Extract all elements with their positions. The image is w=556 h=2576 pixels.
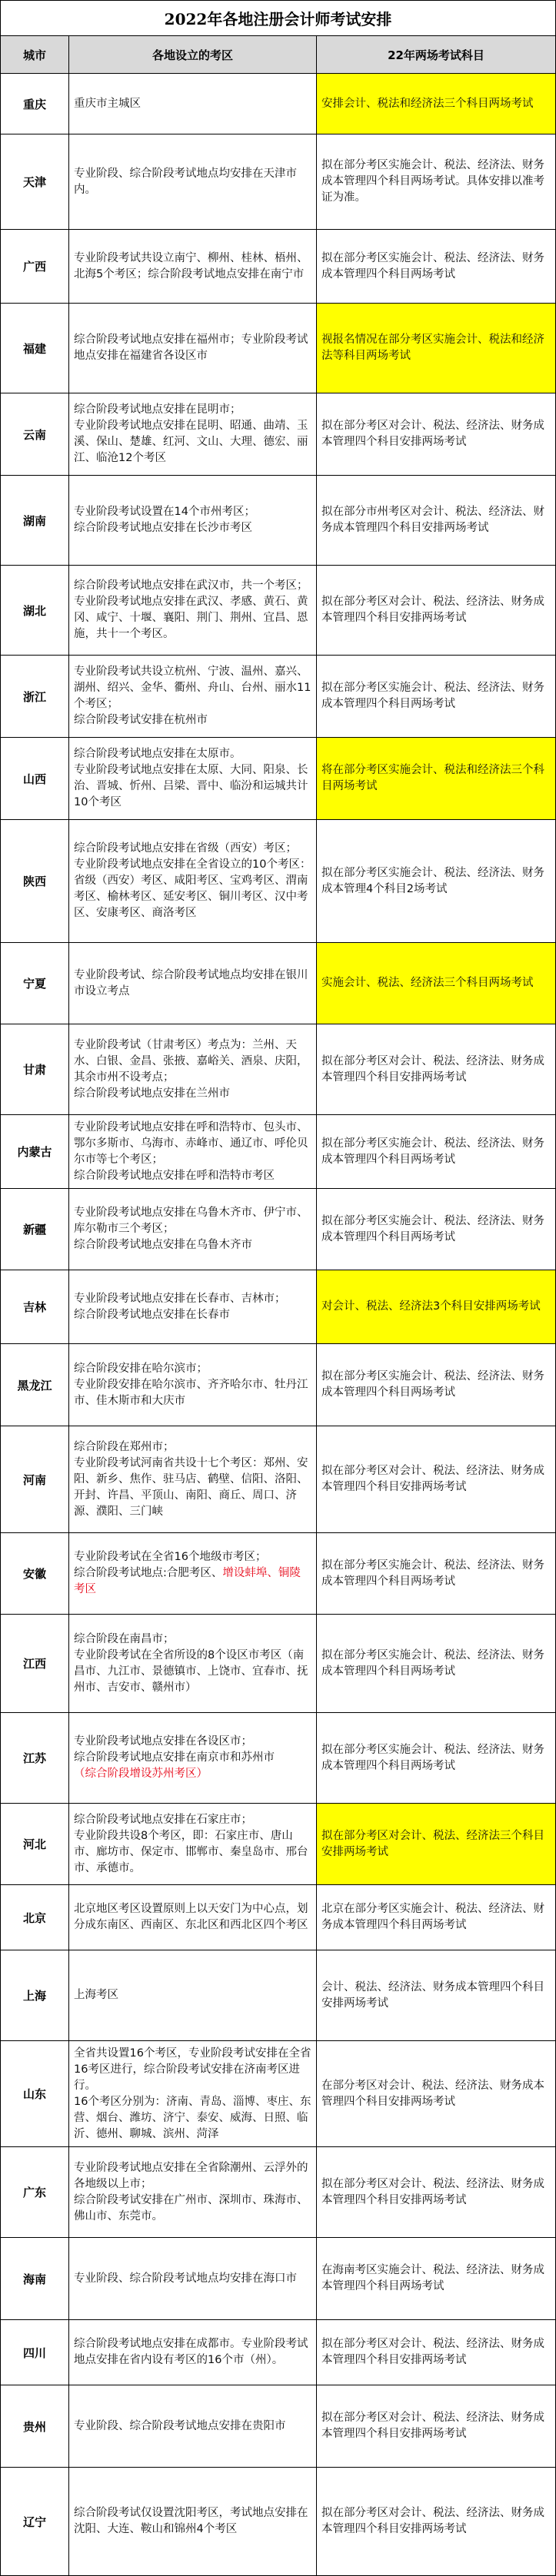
subjects-cell	[317, 820, 556, 942]
zone-text	[74, 1987, 311, 2003]
zone-paragraph: 综合阶段考试安排在广州市、深圳市、珠海市、佛山市、东莞市。	[74, 2193, 308, 2222]
subjects-cell	[317, 304, 556, 393]
zone-cell	[69, 230, 317, 303]
zone-paragraph: 综合阶段考试安排在杭州市	[74, 714, 208, 726]
zone-paragraph	[74, 1565, 311, 1598]
city-cell	[0, 566, 69, 655]
subjects-text: 视报名情况在部分考区实施会计、税法和经济法等科目两场考试	[321, 334, 544, 362]
zone-paragraph: 综合阶段安排在哈尔滨市；	[74, 1362, 208, 1375]
zone-cell	[69, 476, 317, 565]
subjects-text: 在部分考区对会计、税法、经济法、财务成本管理四个科目安排两场考试	[321, 2079, 544, 2108]
subjects-text: 拟在部分考区对会计、税法、经济法、财务成本管理四个科目安排两场考试	[321, 2412, 544, 2440]
zone-paragraph: 综合阶段考试地点安排在兰州市	[74, 1087, 230, 1100]
city-name: 甘肃	[22, 1063, 46, 1077]
zone-paragraph: 专业阶段考试地点安排在全省除潮州、云浮外的各地级以上市；	[74, 2161, 308, 2190]
zone-paragraph: 16个考区分别为：济南、青岛、淄博、枣庄、东营、烟台、潍坊、济宁、泰安、威海、日照、临沂、德州、聊城、滨州、菏泽	[74, 2095, 311, 2140]
zone-paragraph: 专业阶段考试共设立杭州、宁波、温州、嘉兴、湖州、绍兴、金华、衢州、舟山、台州、丽水11个考区；	[74, 666, 311, 710]
zone-text	[74, 2046, 311, 2143]
zone-paragraph: 专业阶段考试地点安排在各设区市；	[74, 1735, 252, 1748]
city-cell	[0, 2238, 69, 2319]
subjects-cell	[317, 1189, 556, 1270]
table-row	[0, 230, 556, 304]
zone-paragraph: 专业阶段共设8个考区，即：石家庄市、唐山市、廊坊市、保定市、邯郸市、秦皇岛市、邢台市、承德市。	[74, 1829, 308, 1874]
zone-cell	[69, 1885, 317, 1950]
zone-text	[74, 968, 311, 1000]
zone-cell	[69, 1344, 317, 1426]
city-name: 新疆	[22, 1223, 46, 1237]
subjects-cell	[317, 1344, 556, 1426]
zone-cell	[69, 820, 317, 942]
city-cell	[0, 2041, 69, 2146]
zone-cell	[69, 566, 317, 655]
subjects-text: 拟在部分考区实施会计、税法、经济法、财务成本管理四个科目两场考试	[321, 1137, 544, 1166]
table-row	[0, 1713, 556, 1804]
city-cell	[0, 2320, 69, 2385]
zone-paragraph: 综合阶段在南昌市；	[74, 1632, 175, 1645]
city-name: 陕西	[22, 875, 46, 888]
zone-paragraph: 专业阶段、综合阶段考试地点安排在贵阳市	[74, 2419, 286, 2432]
subjects-cell	[317, 1615, 556, 1712]
header-zones-label: 各地设立的考区	[151, 48, 233, 62]
city-name: 四川	[22, 2345, 46, 2360]
subjects-cell	[317, 943, 556, 1024]
zone-paragraph: 专业阶段考试河南省共设十七个考区：郑州、安阳、新乡、焦作、驻马店、鹤壁、信阳、洛阳、开封、许昌、平顶山、南阳、商丘、周口、济源、濮阳、三门峡	[74, 1456, 308, 1518]
city-cell	[0, 1344, 69, 1426]
zone-cell	[69, 656, 317, 737]
table-row	[0, 1950, 556, 2041]
subjects-text: 拟在部分考区对会计、税法、经济法、财务成本管理四个科目安排两场考试	[321, 2338, 544, 2366]
subjects-text: 拟在部分考区实施会计、税法、经济法、财务成本管理4个科目2场考试	[321, 866, 544, 895]
zone-paragraph: 综合阶段考试仅设置沈阳考区，考试地点安排在沈阳、大连、鞍山和锦州4个考区	[74, 2507, 308, 2535]
zone-paragraph: 专业阶段考试地点安排在全省设立的10个考区：省级（西安）考区、咸阳考区、宝鸡考区、渭南考区、榆林考区、延安考区、铜川考区、汉中考区、安康考区、商洛考区	[74, 858, 311, 919]
header-subjects	[317, 36, 556, 73]
table-row	[0, 1024, 556, 1115]
subjects-text: 拟在部分考区对会计、税法、经济法三个科目安排两场考试	[321, 1829, 544, 1858]
city-cell	[0, 738, 69, 819]
zone-paragraph: 综合阶段考试地点安排在乌鲁木齐市	[74, 1239, 252, 1251]
subjects-text: 会计、税法、经济法、财务成本管理四个科目安排两场考试	[321, 1980, 544, 2010]
table-row	[0, 2147, 556, 2238]
city-cell	[0, 1615, 69, 1712]
zone-cell	[69, 1270, 317, 1343]
table-title: 2022年各地注册会计师考试安排	[0, 0, 556, 36]
subjects-text: 北京在部分考区实施会计、税法、经济法、财务成本管理四个科目两场考试	[321, 1903, 544, 1931]
zone-cell	[69, 738, 317, 819]
subjects-text: 将在部分考区实施会计、税法和经济法三个科目两场考试	[321, 764, 544, 792]
zone-paragraph: 专业阶段安排在哈尔滨市、齐齐哈尔市、牡丹江市、佳木斯市和大庆市	[74, 1378, 308, 1407]
city-name: 江苏	[22, 1751, 46, 1765]
table-row	[0, 1115, 556, 1189]
subjects-cell	[317, 1950, 556, 2040]
subjects-text: 拟在部分考区对会计、税法、经济法、财务成本管理四个科目安排两场考试	[321, 2177, 544, 2206]
zone-text	[74, 251, 311, 283]
table-row	[0, 74, 556, 134]
city-name: 黑龙江	[17, 1378, 52, 1393]
subjects-cell	[317, 566, 556, 655]
city-name: 宁夏	[22, 977, 46, 991]
table-row	[0, 2385, 556, 2468]
subjects-text: 拟在部分考区对会计、税法、经济法、财务成本管理四个科目安排两场考试	[321, 1465, 544, 1493]
zone-text	[74, 96, 311, 112]
subjects-text: 对会计、税法、经济法3个科目安排两场考试	[321, 1300, 541, 1313]
table-row	[0, 2041, 556, 2147]
header-city-label: 城市	[22, 48, 46, 62]
subjects-cell	[317, 1804, 556, 1884]
city-name: 北京	[22, 1910, 46, 1925]
subjects-text: 拟在部分考区实施会计、税法、经济法、财务成本管理四个科目两场考试	[321, 1214, 544, 1243]
city-name: 贵州	[22, 2419, 46, 2434]
subjects-cell	[317, 1270, 556, 1343]
subjects-cell	[317, 2238, 556, 2319]
city-cell	[0, 1950, 69, 2040]
zone-cell	[69, 2385, 317, 2467]
city-name: 内蒙古	[17, 1145, 52, 1159]
city-cell	[0, 820, 69, 942]
city-cell	[0, 1713, 69, 1803]
subjects-cell	[317, 393, 556, 475]
zone-paragraph: 综合阶段考试地点安排在武汉市，共一个考区；	[74, 579, 308, 592]
zone-paragraph: 专业阶段考试地点安排在太原、大同、阳泉、长治、晋城、忻州、吕梁、晋中、临汾和运城共计10个考区	[74, 764, 308, 808]
table-row	[0, 134, 556, 230]
table-row	[0, 476, 556, 566]
city-cell	[0, 943, 69, 1024]
city-cell	[0, 476, 69, 565]
zone-paragraph: 专业阶段考试地点安排在呼和浩特市、包头市、鄂尔多斯市、乌海市、赤峰市、通辽市、呼伦贝尔市等七个考区；	[74, 1120, 308, 1166]
zone-text	[74, 1439, 311, 1520]
subjects-cell	[317, 2147, 556, 2237]
zone-added-note: （综合阶段增设苏州考区）	[74, 1768, 208, 1780]
city-name: 湖南	[22, 513, 46, 528]
header-zones	[69, 36, 317, 73]
subjects-text: 在海南考区实施会计、税法、经济法、财务成本管理四个科目两场考试	[321, 2264, 544, 2292]
city-name: 安徽	[22, 1567, 46, 1581]
city-cell	[0, 1533, 69, 1614]
city-cell	[0, 1024, 69, 1114]
city-name: 海南	[22, 2272, 46, 2286]
zone-cell	[69, 134, 317, 229]
subjects-cell	[317, 2320, 556, 2385]
subjects-cell	[317, 1885, 556, 1950]
zone-paragraph: 专业阶段考试设置在14个市州考区；	[74, 506, 255, 518]
zone-paragraph: 专业阶段、综合阶段考试地点均安排在海口市	[74, 2272, 297, 2285]
city-cell	[0, 304, 69, 393]
zone-cell	[69, 1804, 317, 1884]
zone-text	[74, 504, 311, 536]
city-name: 浙江	[22, 689, 46, 704]
zone-cell	[69, 2320, 317, 2385]
city-name: 云南	[22, 427, 46, 442]
zone-paragraph: 综合阶段考试地点安排在省级（西安）考区；	[74, 842, 297, 855]
city-name: 重庆	[22, 97, 46, 111]
zone-text	[74, 1632, 311, 1696]
city-cell	[0, 2385, 69, 2467]
zone-paragraph: 综合阶段在郑州市；	[74, 1440, 175, 1453]
zone-paragraph: 综合阶段考试地点安排在长沙市考区	[74, 522, 252, 534]
zone-text	[74, 2271, 311, 2287]
city-cell	[0, 393, 69, 475]
table-row	[0, 1615, 556, 1713]
zone-paragraph: 专业阶段考试、综合阶段考试地点均安排在银川市设立考点	[74, 968, 308, 998]
city-name: 湖北	[22, 603, 46, 618]
city-name: 广西	[22, 260, 46, 274]
table-row	[0, 1885, 556, 1950]
table-row	[0, 393, 556, 476]
zone-text	[74, 746, 311, 811]
zone-text	[74, 1120, 311, 1184]
city-name: 广东	[22, 2186, 46, 2199]
city-cell	[0, 1804, 69, 1884]
zone-text	[74, 1037, 311, 1102]
header-subjects-label: 22年两场考试科目	[388, 48, 484, 62]
subjects-cell	[317, 74, 556, 134]
city-cell	[0, 1426, 69, 1532]
city-name: 辽宁	[22, 2515, 46, 2529]
subjects-text: 拟在部分考区实施会计、税法、经济法、财务成本管理四个科目两场考试	[321, 251, 544, 281]
zone-paragraph: 综合阶段考试地点安排在呼和浩特市考区	[74, 1169, 275, 1182]
zone-cell	[69, 1533, 317, 1614]
zone-paragraph: 专业阶段考试在全省16个地级市考区；	[74, 1551, 267, 1563]
subjects-text: 安排会计、税法和经济法三个科目两场考试	[321, 97, 534, 110]
subjects-text: 实施会计、税法、经济法三个科目两场考试	[321, 977, 534, 989]
zone-cell	[69, 74, 317, 134]
zone-text	[74, 2160, 311, 2225]
zone-cell	[69, 2238, 317, 2319]
zone-cell	[69, 1024, 317, 1114]
table-row	[0, 304, 556, 393]
table-row	[0, 566, 556, 656]
zone-cell	[69, 1950, 317, 2040]
zone-paragraph: 综合阶段考试地点安排在昆明市；	[74, 403, 241, 416]
city-name: 上海	[22, 1989, 46, 2003]
zone-cell	[69, 304, 317, 393]
zone-cell	[69, 2147, 317, 2237]
subjects-text: 拟在部分考区对会计、税法、经济法、财务成本管理四个科目安排两场考试	[321, 420, 544, 448]
city-name: 山东	[22, 2087, 46, 2101]
zone-cell	[69, 1426, 317, 1532]
zone-cell	[69, 1189, 317, 1270]
zone-paragraph: 综合阶段考试地点安排在石家庄市；	[74, 1813, 252, 1826]
zone-text	[74, 2505, 311, 2538]
subjects-cell	[317, 2385, 556, 2467]
zone-paragraph: 专业阶段考试地点安排在长春市、吉林市；	[74, 1292, 286, 1305]
zone-cell	[69, 2041, 317, 2146]
zone-text	[74, 578, 311, 642]
zone-text	[74, 1901, 311, 1934]
zone-added-note: 增设蚌埠、铜陵考区	[74, 1567, 301, 1595]
subjects-text: 拟在部分考区实施会计、税法、经济法、财务成本管理四个科目两场考试	[321, 1648, 544, 1678]
zone-paragraph: 综合阶段考试地点安排在福州市；专业阶段考试地点安排在福建省各设区市	[74, 334, 308, 362]
zone-paragraph: 专业阶段、综合阶段考试地点均安排在天津市内。	[74, 167, 297, 196]
zone-paragraph: 上海考区	[74, 1989, 118, 2001]
city-cell	[0, 1270, 69, 1343]
zone-text	[74, 2336, 311, 2369]
subjects-text: 拟在部分市州考区对会计、税法、经济法、财务成本管理四个科目安排两场考试	[321, 506, 544, 534]
city-cell	[0, 2468, 69, 2575]
subjects-text: 拟在部分考区实施会计、税法、经济法、财务成本管理四个科目两场考试	[321, 1743, 544, 1772]
table-row	[0, 1270, 556, 1344]
zone-text	[74, 841, 311, 921]
subjects-cell	[317, 1426, 556, 1532]
table-row	[0, 2468, 556, 2576]
table-row	[0, 820, 556, 943]
zone-paragraph: 专业阶段考试共设立南宁、柳州、桂林、梧州、北海5个考区；综合阶段考试地点安排在南宁市	[74, 251, 308, 281]
table-row	[0, 738, 556, 820]
zone-text	[74, 1734, 311, 1782]
city-name: 河南	[22, 1472, 46, 1487]
zone-paragraph: 综合阶段考试地点安排在南京市和苏州市	[74, 1751, 275, 1764]
table-row	[0, 656, 556, 738]
table-row	[0, 1344, 556, 1426]
city-cell	[0, 656, 69, 737]
table-header-row	[0, 36, 556, 74]
table-row	[0, 2238, 556, 2320]
zone-paragraph: 重庆市主城区	[74, 97, 141, 110]
zone-text	[74, 1291, 311, 1323]
city-cell	[0, 74, 69, 134]
zone-paragraph: 综合阶段考试地点安排在太原市。	[74, 748, 241, 760]
table-body	[0, 74, 556, 2576]
city-cell	[0, 1189, 69, 1270]
zone-paragraph: 北京地区考区设置原则上以天安门为中心点，划分成东南区、西南区、东北区和西北区四个考区	[74, 1903, 308, 1931]
city-name: 江西	[22, 1657, 46, 1671]
table-row	[0, 1426, 556, 1533]
subjects-cell	[317, 656, 556, 737]
table-row	[0, 943, 556, 1024]
zone-paragraph-text: 综合阶段考试地点:合肥考区、	[74, 1567, 223, 1579]
subjects-cell	[317, 1024, 556, 1114]
subjects-cell	[317, 738, 556, 819]
city-cell	[0, 230, 69, 303]
subjects-text: 拟在部分考区对会计、税法、经济法、财务成本管理四个科目安排两场考试	[321, 596, 544, 624]
zone-cell	[69, 1713, 317, 1803]
zone-paragraph: 综合阶段考试地点安排在长春市	[74, 1308, 230, 1321]
subjects-text: 拟在部分考区实施会计、税法、经济法、财务成本管理四个科目两场考试。具体安排以准考证为准。	[321, 159, 544, 204]
zone-text	[74, 166, 311, 198]
zone-paragraph: 全省共设置16个考区，专业阶段考试安排在全省16考区进行，综合阶段考试安排在济南考区进行。	[74, 2047, 311, 2092]
city-cell	[0, 1115, 69, 1188]
zone-text	[74, 1549, 311, 1598]
zone-paragraph: 专业阶段考试（甘肃考区）考点为：兰州、天水、白银、金昌、张掖、嘉峪关、酒泉、庆阳，其余市州不设考点；	[74, 1038, 308, 1084]
city-name: 福建	[22, 341, 46, 356]
zone-cell	[69, 943, 317, 1024]
table-row	[0, 2320, 556, 2385]
zone-text	[74, 1205, 311, 1253]
subjects-cell	[317, 476, 556, 565]
zone-cell	[69, 393, 317, 475]
city-cell	[0, 1885, 69, 1950]
zone-text	[74, 402, 311, 466]
city-name: 吉林	[22, 1300, 46, 1314]
zone-cell	[69, 2468, 317, 2575]
zone-text	[74, 664, 311, 729]
zone-paragraph: 专业阶段考试地点安排在乌鲁木齐市、伊宁市、库尔勒市三个考区；	[74, 1207, 308, 1235]
subjects-text: 拟在部分考区实施会计、税法、经济法、财务成本管理四个科目两场考试	[321, 1370, 544, 1399]
subjects-cell	[317, 2468, 556, 2575]
subjects-text: 拟在部分考区对会计、税法、经济法、财务成本管理四个科目安排两场考试	[321, 1054, 544, 1084]
city-cell	[0, 134, 69, 229]
zone-text	[74, 1812, 311, 1877]
subjects-cell	[317, 1115, 556, 1188]
table-row	[0, 1804, 556, 1885]
zone-paragraph: 专业阶段考试地点安排在昆明、昭通、曲靖、玉溪、保山、楚雄、红河、文山、大理、德宏、丽江、临沧12个考区	[74, 420, 308, 464]
city-name: 河北	[22, 1837, 46, 1851]
subjects-cell	[317, 230, 556, 303]
table-row	[0, 1533, 556, 1615]
zone-text	[74, 2418, 311, 2435]
subjects-cell	[317, 1533, 556, 1614]
subjects-text: 拟在部分考区实施会计、税法、经济法、财务成本管理四个科目两场考试	[321, 1559, 544, 1588]
table-row	[0, 1189, 556, 1270]
zone-cell	[69, 1615, 317, 1712]
zone-text	[74, 332, 311, 364]
subjects-text: 拟在部分考区对会计、税法、经济法、财务成本管理四个科目安排两场考试	[321, 2507, 544, 2535]
subjects-cell	[317, 1713, 556, 1803]
city-cell	[0, 2147, 69, 2237]
zone-paragraph: 专业阶段考试在全省所设的8个设区市考区（南昌市、九江市、景德镇市、上饶市、宜春市、抚州市、吉安市、赣州市）	[74, 1648, 308, 1694]
subjects-cell	[317, 2041, 556, 2146]
zone-paragraph: 专业阶段考试地点安排在武汉、孝感、黄石、黄冈、咸宁、十堰、襄阳、荆门、荆州、宜昌、恩施，共十一个考区。	[74, 596, 308, 640]
zone-text	[74, 1361, 311, 1409]
zone-paragraph: 综合阶段考试地点安排在成都市。专业阶段考试地点安排在省内设有考区的16个市（州）。	[74, 2338, 308, 2366]
subjects-cell	[317, 134, 556, 229]
subjects-text: 拟在部分考区实施会计、税法、经济法、财务成本管理四个科目两场考试	[321, 682, 544, 710]
city-name: 天津	[22, 175, 46, 189]
city-name: 山西	[22, 772, 46, 786]
header-city	[0, 36, 69, 73]
zone-cell	[69, 1115, 317, 1188]
